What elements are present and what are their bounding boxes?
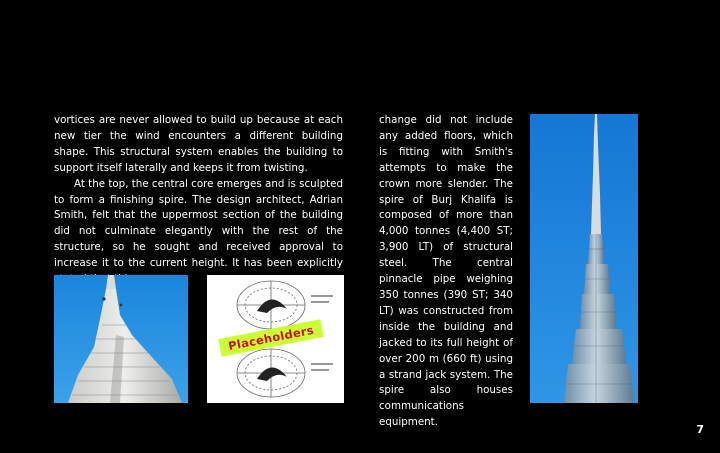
- spire-base-photo: [54, 275, 188, 403]
- middle-text-column: [379, 113, 513, 431]
- spire-diagram-image: [207, 275, 344, 403]
- page-number: 7: [696, 423, 704, 436]
- burj-khalifa-spire-photo: [530, 114, 638, 403]
- paragraph-spire-details: change did not include any added floors, which is fitting with Smith's attempts to make the crown more slender. The spire of Burj Khalifa is composed of more than 4,000 tonnes (4,400 ST; 3,900 LT) of structural steel. The central pinnacle pipe weighing 350 tonnes (390 ST; 340 LT) was constructed from inside the building and jacked to its full height of over 200 m (660 ft) using a strand jack system. The spire also houses communications equipment.: [379, 114, 513, 429]
- placeholder-banner: Placeholders: [218, 319, 324, 357]
- paragraph-wind-tiers: vortices are never allowed to build up because at each new tier the wind encounters a different building shape. This structural system enables the building to support itself laterally and keeps it from twisting.: [54, 114, 343, 174]
- left-text-column: [54, 113, 343, 288]
- paragraph-spire-intro: At the top, the central core emerges and is sculpted to form a finishing spire. The design architect, Adrian Smith, felt that the uppermost section of the building did not culminate elegantly with the rest of the structure, so he sought and received approval to increase it to the current height. It has been explicitly: [54, 177, 344, 270]
